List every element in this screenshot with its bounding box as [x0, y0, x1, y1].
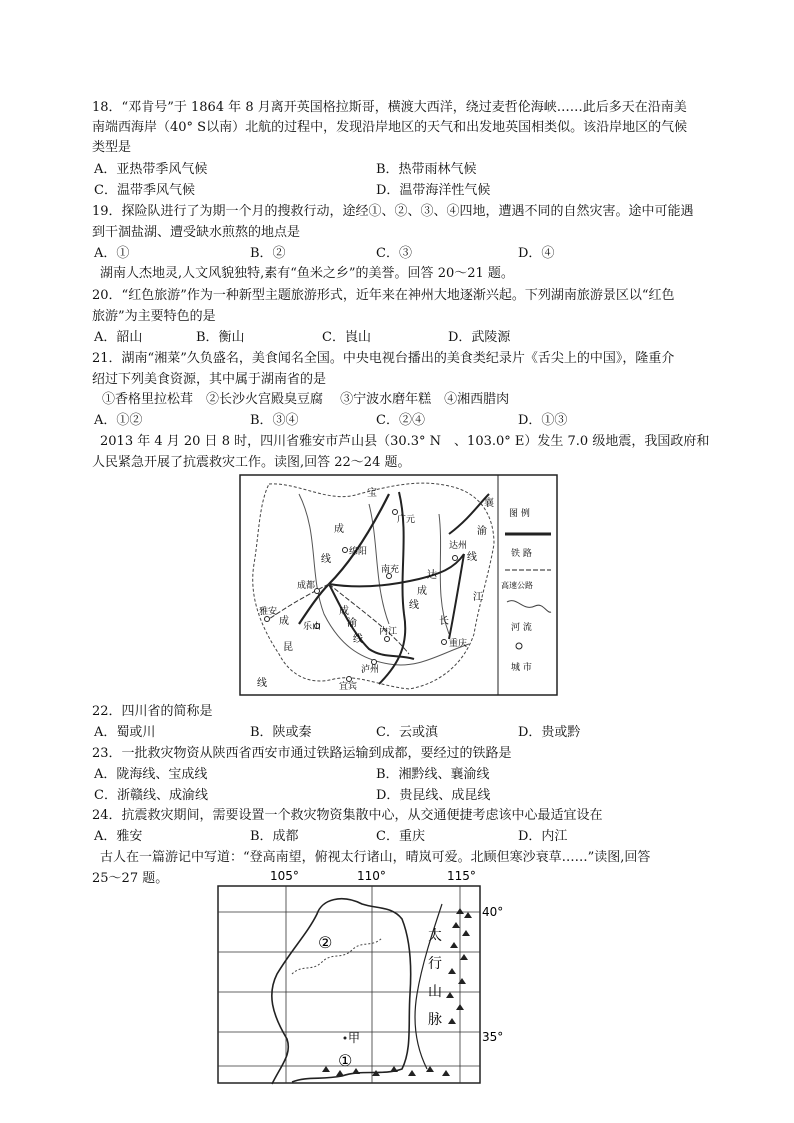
- q23-line1: 23．一批救灾物资从陕西省西安市通过铁路运输到成都，要经过的铁路是: [92, 746, 512, 761]
- q19-option-d: D．④: [518, 246, 555, 261]
- mountain-char-tai: 太: [428, 928, 442, 944]
- rail-char: 昆: [283, 642, 293, 653]
- q18-line2: 南端西海岸（40° S以南）北航的过程中，发现沿岸地区的天气和出发地英国相类似。该沿岸地区的气候: [92, 120, 688, 135]
- q19-option-a: A．①: [94, 246, 130, 261]
- q19-line1: 19．探险队进行了为期一个月的搜救行动，途经①、②、③、④四地，遭遇不同的自然灾害。途中可能遇: [92, 204, 694, 219]
- intro-taihang-line2: 25～27 题。: [92, 871, 169, 886]
- river-char: 江: [473, 592, 483, 603]
- q20-option-c: C．崀山: [322, 330, 371, 345]
- mountain-char-hang: 行: [428, 956, 442, 972]
- q23-option-b: B．湘黔线、襄渝线: [376, 767, 490, 782]
- q20-line1: 20．“红色旅游”作为一种新型主题旅游形式，近年来在神州大地逐渐兴起。下列湖南旅游景区以“红色: [92, 288, 675, 303]
- city-dazhou: 达州: [449, 541, 468, 551]
- q18-option-b: B．热带雨林气候: [376, 162, 477, 177]
- q21-line1: 21．湖南“湘菜”久负盛名，美食闻名全国。中央电视台播出的美食类纪录片《舌尖上的中国》，隆重介: [92, 351, 675, 366]
- lat-label-35: 35°: [482, 1030, 504, 1044]
- city-guangyuan: 广元: [397, 515, 416, 525]
- q21-option-c: C．②④: [376, 413, 425, 428]
- q19-option-c: C．③: [376, 246, 412, 261]
- q24-line1: 24．抗震救灾期间，需要设置一个救灾物资集散中心，从交通便捷考虑该中心最适宜设在: [92, 808, 603, 823]
- rail-char: 线: [409, 600, 419, 611]
- rail-char: 襄: [484, 498, 494, 509]
- marker-1: ①: [338, 1051, 353, 1070]
- rail-char: 成: [279, 616, 289, 627]
- mountain-char-shan: 山: [428, 984, 442, 1000]
- rail-char: 成: [417, 586, 427, 597]
- lat-label-40: 40°: [482, 905, 504, 919]
- q18-option-a: A．亚热带季风气候: [94, 162, 208, 177]
- legend-city: 城 市: [511, 663, 532, 673]
- q21-items: ①香格里拉松茸 ②长沙火宫殿臭豆腐 ③宁波水磨年糕 ④湘西腊肉: [102, 392, 510, 407]
- sichuan-map: [239, 474, 558, 696]
- q21-line2: 绍过下列美食资源，其中属于湖南省的是: [92, 372, 327, 387]
- lon-label-105: 105°: [270, 869, 299, 883]
- intro-taihang-line1: 古人在一篇游记中写道：“登高南望，俯视太行诸山，晴岚可爱。北顾但寒沙衰草……”读图,回答: [100, 850, 651, 865]
- legend-rail: 铁 路: [511, 549, 532, 559]
- city-dot: [385, 637, 390, 642]
- rail-char: 线: [353, 634, 363, 645]
- q18-option-d: D．温带海洋性气候: [376, 183, 491, 198]
- q20-option-d: D．武陵源: [448, 330, 511, 345]
- q21-option-b: B．③④: [250, 413, 299, 428]
- q21-option-a: A．①②: [94, 413, 143, 428]
- q22-option-d: D．贵或黔: [518, 725, 581, 740]
- q23-option-d: D．贵昆线、成昆线: [376, 788, 491, 803]
- q23-option-a: A．陇海线、宝成线: [94, 767, 208, 782]
- city-dot: [343, 548, 348, 553]
- city-dot: [442, 640, 447, 645]
- rail-char: 成: [334, 524, 344, 535]
- city-luzhou: 泸州: [361, 665, 380, 675]
- city-chongqing: 重庆: [449, 639, 468, 649]
- q19-option-b: B．②: [250, 246, 286, 261]
- intro-hunan: 湖南人杰地灵,人文风貌独特,素有“鱼米之乡”的美誉。回答 20～21 题。: [100, 266, 514, 281]
- city-dot: [393, 510, 398, 515]
- rail-char: 线: [321, 554, 331, 565]
- city-dot: [453, 556, 458, 561]
- city-mianyang: 绵阳: [349, 547, 368, 557]
- q22-line1: 22．四川省的简称是: [92, 704, 213, 719]
- q21-option-d: D．①③: [518, 413, 568, 428]
- intro-quake-line1: 2013 年 4 月 20 日 8 时，四川省雅安市芦山县（30.3° N 、103.0° E）发生 7.0 级地震，我国政府和: [100, 434, 710, 449]
- river-char: 长: [439, 616, 449, 627]
- rail-char: 线: [467, 552, 477, 563]
- legend-highway: 高速公路: [501, 581, 533, 590]
- city-dot: [347, 677, 352, 682]
- q24-option-c: C．重庆: [376, 829, 425, 844]
- legend-title: 图 例: [509, 509, 530, 519]
- city-leshan: 乐山: [303, 622, 322, 632]
- q19-line2: 到干涸盐湖、遭受缺水煎熬的地点是: [92, 225, 301, 240]
- city-nanchong: 南充: [381, 565, 400, 575]
- q18-line3: 类型是: [92, 140, 132, 155]
- q22-option-c: C．云或滇: [376, 725, 438, 740]
- q23-option-c: C．浙赣线、成渝线: [94, 788, 208, 803]
- city-dot: [265, 617, 270, 622]
- q22-option-a: A．蜀或川: [94, 725, 156, 740]
- rail-char: 渝: [477, 526, 487, 537]
- q18-line1: 18．“邓肯号”于 1864 年 8 月离开英国格拉斯哥，横渡大西洋，绕过麦哲伦海峡……此后多天在沿南美: [92, 100, 687, 115]
- rail-char: 渝: [347, 618, 357, 629]
- q24-option-a: A．雅安: [94, 829, 143, 844]
- q20-option-b: B．衡山: [196, 330, 245, 345]
- q22-option-b: B．陕或秦: [250, 725, 312, 740]
- q24-option-b: B．成都: [250, 829, 299, 844]
- marker-2: ②: [318, 933, 333, 952]
- lon-label-110: 110°: [357, 869, 386, 883]
- city-yaan: 雅安: [259, 607, 278, 617]
- intro-quake-line2: 人民紧急开展了抗震救灾工作。读图,回答 22～24 题。: [92, 455, 411, 470]
- lon-label-115: 115°: [447, 869, 476, 883]
- rail-char: 宝: [367, 488, 377, 499]
- city-yibin: 宜宾: [339, 682, 358, 692]
- place-jia: 甲: [348, 1031, 361, 1045]
- city-dot: [372, 660, 377, 665]
- rail-char: 线: [257, 678, 267, 689]
- city-neijiang: 内江: [379, 627, 398, 637]
- q20-option-a: A．韶山: [94, 330, 143, 345]
- city-chengdu: 成都: [297, 581, 316, 591]
- rail-char: 达: [427, 570, 437, 581]
- city-dot: [315, 589, 320, 594]
- mountain-char-mai: 脉: [428, 1012, 442, 1028]
- rail-char: 成: [339, 606, 349, 617]
- q20-line2: 旅游”为主要特色的是: [92, 309, 216, 324]
- q24-option-d: D．内江: [518, 829, 568, 844]
- legend-river: 河 流: [511, 623, 532, 633]
- q18-option-c: C．温带季风气候: [94, 183, 195, 198]
- taihang-map: [212, 864, 522, 1086]
